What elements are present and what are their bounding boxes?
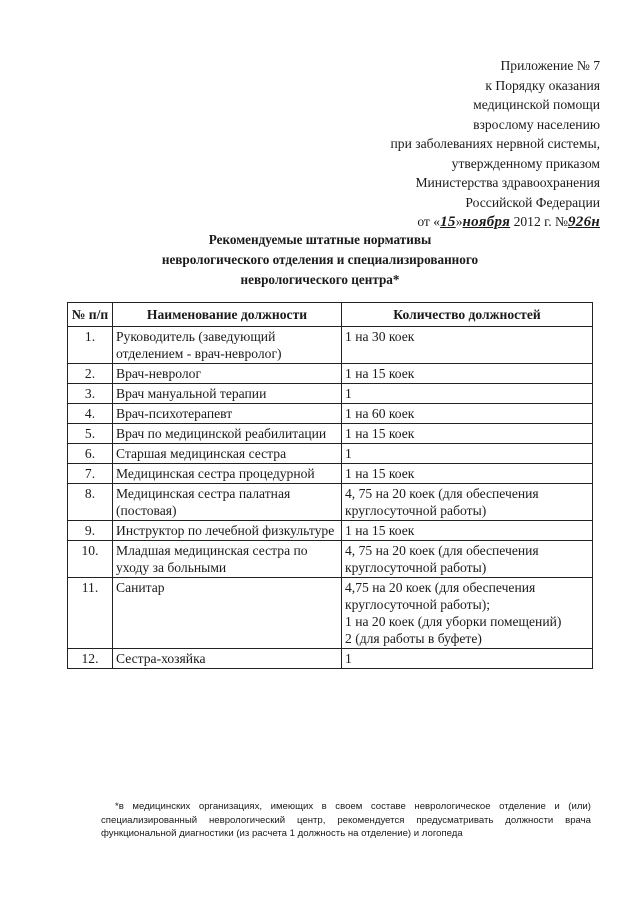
row-position: Медицинская сестра палатная (постовая) — [113, 484, 342, 521]
row-quantity — [342, 649, 593, 669]
table-row — [68, 384, 593, 404]
row-number: 12. — [68, 649, 113, 669]
title-line: неврологического отделения и специализированного — [161, 252, 479, 267]
approval-line: при заболеваниях нервной системы, — [390, 136, 600, 151]
row-quantity — [342, 464, 593, 484]
quantity-line: 1 — [345, 386, 352, 401]
date-month-handwritten: ноября — [462, 214, 511, 230]
table-header-row — [68, 303, 593, 327]
approval-line: Министерства здравоохранения — [415, 175, 600, 190]
row-position: Младшая медицинская сестра по уходу за больными — [113, 541, 342, 578]
quantity-line: 1 на 20 коек (для уборки помещений) — [345, 614, 562, 629]
row-number: 11. — [68, 578, 113, 649]
row-number: 10. — [68, 541, 113, 578]
table-row — [68, 444, 593, 464]
title-line: неврологического центра* — [240, 272, 400, 287]
row-quantity — [342, 404, 593, 424]
order-number-handwritten: 926н — [567, 214, 600, 230]
row-number: 4. — [68, 404, 113, 424]
row-position: Врач по медицинской реабилитации — [113, 424, 342, 444]
row-position: Врач-психотерапевт — [113, 404, 342, 424]
quantity-line: 4, 75 на 20 коек (для обеспечения круглосуточной работы) — [345, 486, 539, 518]
row-quantity — [342, 484, 593, 521]
row-number: 9. — [68, 521, 113, 541]
quantity-line: 4, 75 на 20 коек (для обеспечения круглосуточной работы) — [345, 543, 539, 575]
title-line: Рекомендуемые штатные нормативы — [208, 232, 432, 247]
row-number: 8. — [68, 484, 113, 521]
table-row — [68, 364, 593, 384]
row-position: Сестра-хозяйка — [113, 649, 342, 669]
quantity-line: 1 на 60 коек — [345, 406, 415, 421]
row-quantity — [342, 327, 593, 364]
approval-block — [300, 56, 600, 233]
row-quantity — [342, 578, 593, 649]
quantity-line: 1 на 15 коек — [345, 523, 415, 538]
row-position: Инструктор по лечебной физкультуре — [113, 521, 342, 541]
quantity-line: 4,75 на 20 коек (для обеспечения круглосуточной работы); — [345, 580, 536, 612]
approval-line: взрослому населению — [473, 116, 600, 132]
quantity-line: 1 — [345, 651, 352, 666]
header-quantity: Количество должностей — [342, 303, 593, 327]
table-row — [68, 424, 593, 444]
date-prefix: от « — [417, 214, 441, 229]
staffing-table — [67, 302, 593, 669]
footnote: *в медицинских организациях, имеющих в своем составе неврологическое отделение и (или) специализированный неврологический центр, рекомендуется предусматривать должности врача функциональной диагностики (из расчета 1 должность на отделение) и логопеда — [101, 801, 591, 839]
table-row — [68, 649, 593, 669]
quantity-line: 1 — [345, 446, 352, 461]
row-position: Старшая медицинская сестра — [113, 444, 342, 464]
row-position: Врач-невролог — [113, 364, 342, 384]
row-quantity — [342, 364, 593, 384]
table-row — [68, 578, 593, 649]
approval-line: медицинской помощи — [473, 97, 600, 112]
table-row — [68, 404, 593, 424]
quantity-line: 1 на 15 коек — [345, 466, 415, 481]
quantity-line: 1 на 30 коек — [345, 329, 415, 344]
row-number: 5. — [68, 424, 113, 444]
approval-line: Российской Федерации — [465, 194, 600, 210]
row-position: Медицинская сестра процедурной — [113, 464, 342, 484]
quantity-line: 2 (для работы в буфете) — [345, 631, 482, 646]
row-number: 7. — [68, 464, 113, 484]
table-row — [68, 464, 593, 484]
date-year: 2012 г. № — [513, 214, 568, 229]
date-day-handwritten: 15 — [440, 214, 456, 230]
table-row — [68, 541, 593, 578]
row-position: Врач мануальной терапии — [113, 384, 342, 404]
row-position: Санитар — [113, 578, 342, 649]
quantity-line: 1 на 15 коек — [345, 426, 415, 441]
approval-line: Приложение № 7 — [500, 58, 600, 73]
approval-line: утвержденному приказом — [451, 155, 600, 171]
row-position: Руководитель (заведующий отделением - врач-невролог) — [113, 327, 342, 364]
header-num: № п/п — [68, 303, 113, 327]
row-quantity — [342, 541, 593, 578]
header-position: Наименование должности — [113, 303, 342, 327]
row-quantity — [342, 384, 593, 404]
approval-line: к Порядку оказания — [485, 77, 600, 93]
row-number: 3. — [68, 384, 113, 404]
row-quantity — [342, 424, 593, 444]
table-row — [68, 521, 593, 541]
row-number: 2. — [68, 364, 113, 384]
table-row — [68, 484, 593, 521]
table-row — [68, 327, 593, 364]
quantity-line: 1 на 15 коек — [345, 366, 415, 381]
document-title — [95, 230, 545, 290]
row-quantity — [342, 444, 593, 464]
row-number: 1. — [68, 327, 113, 364]
row-number: 6. — [68, 444, 113, 464]
date-separator: » — [455, 214, 463, 229]
row-quantity — [342, 521, 593, 541]
